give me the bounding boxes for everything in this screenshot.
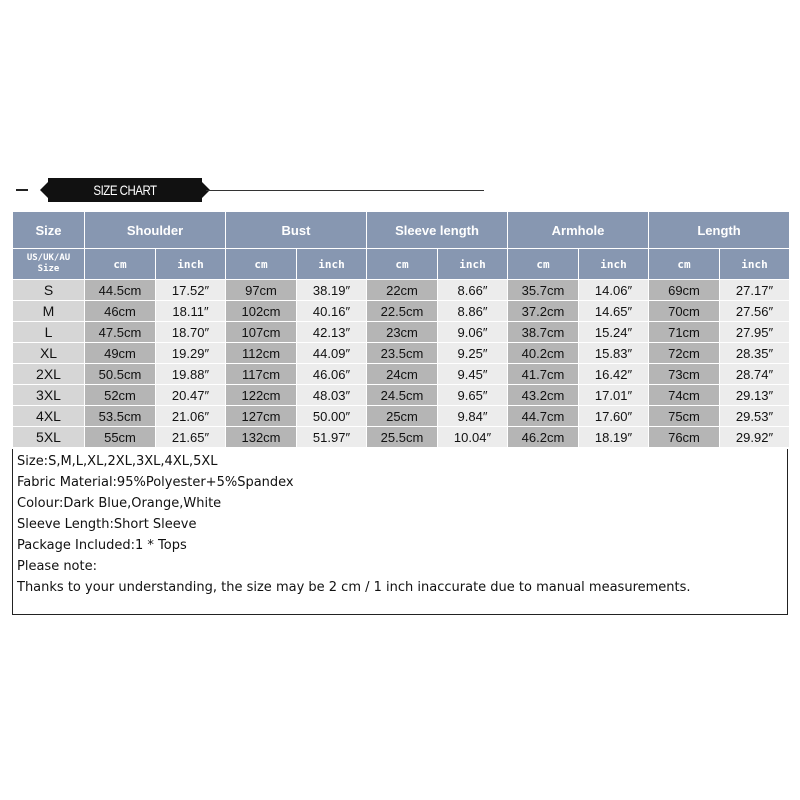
table-body xyxy=(13,280,790,448)
table-row xyxy=(13,343,790,364)
inch-value-cell: 20.47″ xyxy=(156,385,226,406)
table-row xyxy=(13,364,790,385)
inch-value-cell: 17.01″ xyxy=(579,385,649,406)
inch-value-cell: 46.06″ xyxy=(297,364,367,385)
unit-inch-header: inch xyxy=(579,249,649,280)
banner-lead-dash xyxy=(16,189,28,191)
size-cell: 5XL xyxy=(13,427,85,448)
inch-value-cell: 48.03″ xyxy=(297,385,367,406)
unit-cm-header: cm xyxy=(85,249,156,280)
cm-value-cell: 43.2cm xyxy=(508,385,579,406)
inch-value-cell: 8.66″ xyxy=(438,280,508,301)
inch-value-cell: 42.13″ xyxy=(297,322,367,343)
info-sizes: Size:S,M,L,XL,2XL,3XL,4XL,5XL xyxy=(17,454,218,469)
size-cell: L xyxy=(13,322,85,343)
cm-value-cell: 23cm xyxy=(367,322,438,343)
cm-value-cell: 46cm xyxy=(85,301,156,322)
unit-inch-header: inch xyxy=(438,249,508,280)
cm-value-cell: 23.5cm xyxy=(367,343,438,364)
cm-value-cell: 47.5cm xyxy=(85,322,156,343)
inch-value-cell: 27.95″ xyxy=(720,322,790,343)
cm-value-cell: 49cm xyxy=(85,343,156,364)
cm-value-cell: 44.5cm xyxy=(85,280,156,301)
cm-value-cell: 52cm xyxy=(85,385,156,406)
inch-value-cell: 51.97″ xyxy=(297,427,367,448)
inch-value-cell: 16.42″ xyxy=(579,364,649,385)
size-cell: M xyxy=(13,301,85,322)
inch-value-cell: 19.88″ xyxy=(156,364,226,385)
inch-value-cell: 28.74″ xyxy=(720,364,790,385)
table-row xyxy=(13,322,790,343)
inch-value-cell: 18.19″ xyxy=(579,427,649,448)
inch-value-cell: 9.06″ xyxy=(438,322,508,343)
inch-value-cell: 29.92″ xyxy=(720,427,790,448)
inch-value-cell: 18.11″ xyxy=(156,301,226,322)
inch-value-cell: 14.65″ xyxy=(579,301,649,322)
inch-value-cell: 10.04″ xyxy=(438,427,508,448)
cm-value-cell: 46.2cm xyxy=(508,427,579,448)
unit-cm-header: cm xyxy=(649,249,720,280)
inch-value-cell: 28.35″ xyxy=(720,343,790,364)
banner-rule xyxy=(206,190,484,191)
inch-value-cell: 19.29″ xyxy=(156,343,226,364)
cm-value-cell: 35.7cm xyxy=(508,280,579,301)
inch-value-cell: 15.83″ xyxy=(579,343,649,364)
cm-value-cell: 41.7cm xyxy=(508,364,579,385)
cm-value-cell: 53.5cm xyxy=(85,406,156,427)
table-row xyxy=(13,301,790,322)
cm-value-cell: 102cm xyxy=(226,301,297,322)
sleeve-length-header: Sleeve length xyxy=(367,212,508,249)
cm-value-cell: 50.5cm xyxy=(85,364,156,385)
info-sleeve: Sleeve Length:Short Sleeve xyxy=(17,517,197,532)
banner-tag xyxy=(48,178,202,202)
cm-value-cell: 74cm xyxy=(649,385,720,406)
unit-inch-header: inch xyxy=(156,249,226,280)
table-row xyxy=(13,406,790,427)
info-note-label: Please note: xyxy=(17,559,97,574)
cm-value-cell: 76cm xyxy=(649,427,720,448)
inch-value-cell: 29.13″ xyxy=(720,385,790,406)
cm-value-cell: 22.5cm xyxy=(367,301,438,322)
cm-value-cell: 107cm xyxy=(226,322,297,343)
cm-value-cell: 70cm xyxy=(649,301,720,322)
shoulder-header: Shoulder xyxy=(85,212,226,249)
info-colour: Colour:Dark Blue,Orange,White xyxy=(17,496,222,511)
cm-value-cell: 25cm xyxy=(367,406,438,427)
cm-value-cell: 69cm xyxy=(649,280,720,301)
cm-value-cell: 22cm xyxy=(367,280,438,301)
info-note-text: Thanks to your understanding, the size may be 2 cm / 1 inch inaccurate due to manual measurements. xyxy=(17,580,691,595)
cm-value-cell: 71cm xyxy=(649,322,720,343)
inch-value-cell: 21.65″ xyxy=(156,427,226,448)
info-package: Package Included:1 * Tops xyxy=(17,538,187,553)
size-cell: S xyxy=(13,280,85,301)
table-unit-row xyxy=(13,249,790,280)
cm-value-cell: 72cm xyxy=(649,343,720,364)
cm-value-cell: 25.5cm xyxy=(367,427,438,448)
unit-inch-header: inch xyxy=(297,249,367,280)
size-cell: XL xyxy=(13,343,85,364)
inch-value-cell: 29.53″ xyxy=(720,406,790,427)
unit-cm-header: cm xyxy=(508,249,579,280)
cm-value-cell: 55cm xyxy=(85,427,156,448)
info-fabric: Fabric Material:95%Polyester+5%Spandex xyxy=(17,475,294,490)
region-size-header: US/UK/AU Size xyxy=(13,249,85,280)
size-header: Size xyxy=(13,212,85,249)
banner-title: SIZE CHART xyxy=(93,182,157,198)
cm-value-cell: 112cm xyxy=(226,343,297,364)
table-row xyxy=(13,280,790,301)
cm-value-cell: 38.7cm xyxy=(508,322,579,343)
unit-cm-header: cm xyxy=(367,249,438,280)
cm-value-cell: 127cm xyxy=(226,406,297,427)
inch-value-cell: 27.17″ xyxy=(720,280,790,301)
size-cell: 3XL xyxy=(13,385,85,406)
cm-value-cell: 122cm xyxy=(226,385,297,406)
inch-value-cell: 8.86″ xyxy=(438,301,508,322)
table-header-row xyxy=(13,212,790,249)
inch-value-cell: 9.45″ xyxy=(438,364,508,385)
cm-value-cell: 117cm xyxy=(226,364,297,385)
inch-value-cell: 44.09″ xyxy=(297,343,367,364)
inch-value-cell: 14.06″ xyxy=(579,280,649,301)
inch-value-cell: 21.06″ xyxy=(156,406,226,427)
size-chart-table xyxy=(12,211,790,448)
inch-value-cell: 15.24″ xyxy=(579,322,649,343)
length-header: Length xyxy=(649,212,790,249)
inch-value-cell: 17.60″ xyxy=(579,406,649,427)
cm-value-cell: 37.2cm xyxy=(508,301,579,322)
inch-value-cell: 38.19″ xyxy=(297,280,367,301)
cm-value-cell: 44.7cm xyxy=(508,406,579,427)
armhole-header: Armhole xyxy=(508,212,649,249)
inch-value-cell: 9.84″ xyxy=(438,406,508,427)
size-chart-banner xyxy=(14,176,484,204)
inch-value-cell: 9.65″ xyxy=(438,385,508,406)
size-cell: 4XL xyxy=(13,406,85,427)
table-row xyxy=(13,385,790,406)
inch-value-cell: 27.56″ xyxy=(720,301,790,322)
unit-cm-header: cm xyxy=(226,249,297,280)
table-row xyxy=(13,427,790,448)
inch-value-cell: 18.70″ xyxy=(156,322,226,343)
inch-value-cell: 40.16″ xyxy=(297,301,367,322)
inch-value-cell: 9.25″ xyxy=(438,343,508,364)
inch-value-cell: 50.00″ xyxy=(297,406,367,427)
cm-value-cell: 132cm xyxy=(226,427,297,448)
cm-value-cell: 40.2cm xyxy=(508,343,579,364)
cm-value-cell: 97cm xyxy=(226,280,297,301)
product-info-box xyxy=(12,449,788,615)
cm-value-cell: 24cm xyxy=(367,364,438,385)
cm-value-cell: 24.5cm xyxy=(367,385,438,406)
size-cell: 2XL xyxy=(13,364,85,385)
inch-value-cell: 17.52″ xyxy=(156,280,226,301)
unit-inch-header: inch xyxy=(720,249,790,280)
cm-value-cell: 75cm xyxy=(649,406,720,427)
bust-header: Bust xyxy=(226,212,367,249)
cm-value-cell: 73cm xyxy=(649,364,720,385)
